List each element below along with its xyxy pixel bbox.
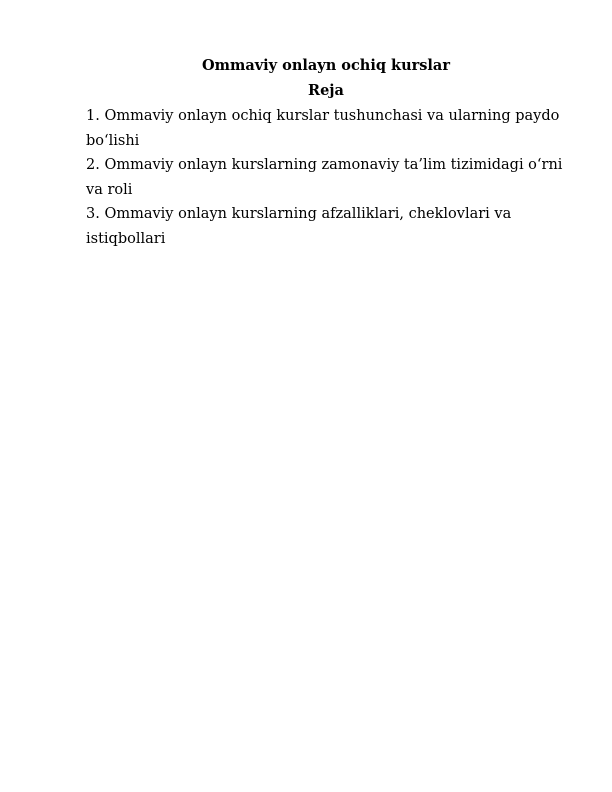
document-title: Ommaviy onlayn ochiq kurslar (202, 57, 450, 74)
plan-list (86, 104, 572, 251)
plan-item-3: 3. Ommaviy onlayn kurslarning afzalliklari, cheklovlari va istiqbollari (86, 206, 512, 247)
plan-heading: Reja (308, 82, 344, 99)
plan-item-1: 1. Ommaviy onlayn ochiq kurslar tushunchasi va ularning paydo bo‘lishi (86, 108, 560, 149)
plan-item-2: 2. Ommaviy onlayn kurslarning zamonaviy ta’lim tizimidagi o‘rni va roli (86, 157, 563, 198)
